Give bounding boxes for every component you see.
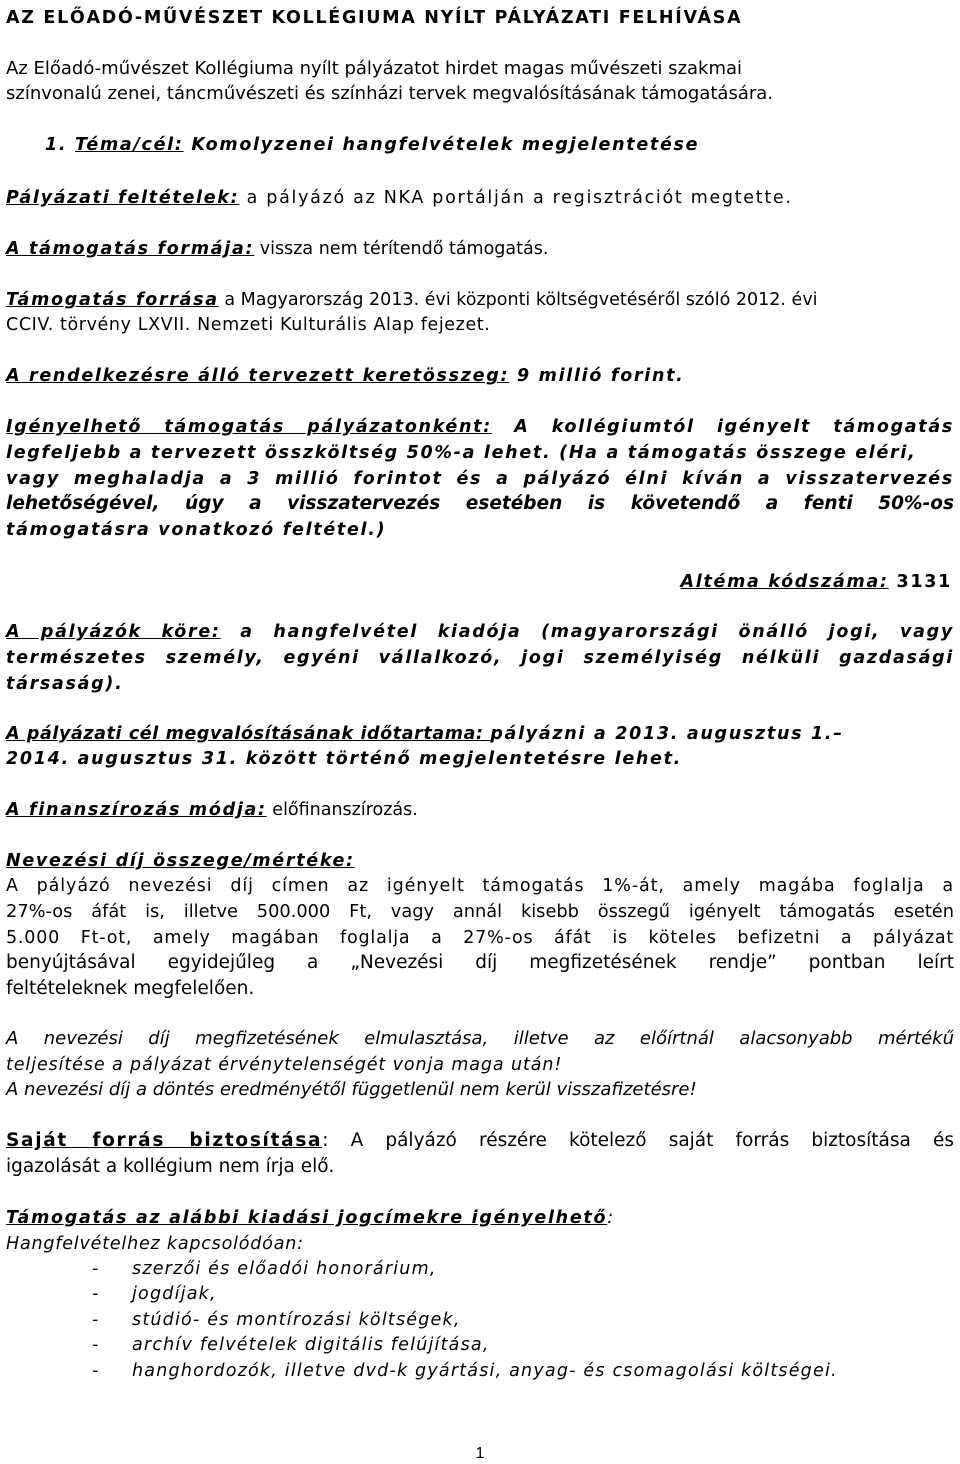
eligible-colon: : bbox=[607, 1208, 614, 1228]
fee-line-4: benyújtásával egyidejűleg a „Nevezési díj megfizetésének rendje” pontban leírt bbox=[6, 952, 954, 973]
eligible-heading bbox=[6, 1206, 613, 1230]
request-line-5: támogatásra vonatkozó feltétel.) bbox=[6, 520, 387, 540]
request-line-3: vagy meghaladja a 3 millió forintot és a pályázó élni kíván a visszatervezés bbox=[6, 469, 954, 489]
subtheme-code: 3131 bbox=[888, 572, 952, 592]
intro-line-2: színvonalú zenei, táncművészeti és színházi tervek megvalósításának támogatására. bbox=[6, 83, 774, 104]
budget-line bbox=[6, 364, 685, 388]
list-item-text: stúdió- és montírozási költségek, bbox=[132, 1310, 461, 1330]
source-line-1 bbox=[6, 288, 818, 312]
applicants-label: A pályázók köre: bbox=[6, 622, 221, 642]
own-funds-text-1: : A pályázó részére kötelező saját forrás biztosítása és bbox=[322, 1130, 954, 1151]
fee-line-2: 27%-os áfát is, illetve 500.000 Ft, vagy annál kisebb összegű igényelt támogatás esetén bbox=[6, 901, 954, 922]
list-item-text: archív felvételek digitális felújítása, bbox=[132, 1335, 490, 1355]
fee-line-1: A pályázó nevezési díj címen az igényelt támogatás 1%-át, amely magába foglalja a bbox=[6, 876, 954, 896]
list-dash: - bbox=[92, 1335, 100, 1355]
warning-line-1: A nevezési díj megfizetésének elmulasztása, illetve az előírtnál alacsonyabb mértékű bbox=[6, 1028, 954, 1049]
applicants-text: a hangfelvétel kiadója (magyarországi önálló jogi, vagy bbox=[220, 622, 954, 642]
applicants-line-2: természetes személy, egyéni vállalkozó, jogi személyiség nélküli gazdasági bbox=[6, 648, 954, 668]
financing-line bbox=[6, 798, 418, 822]
fee-line-3: 5.000 Ft-ot, amely magában foglalja a 27%-os áfát is köteles befizetni a pályázat bbox=[6, 928, 954, 948]
applicants-line-3: társaság). bbox=[6, 674, 124, 694]
budget-text: 9 millió forint. bbox=[509, 366, 685, 386]
fee-line-5: feltételeknek megfelelően. bbox=[6, 978, 255, 999]
list-dash: - bbox=[92, 1310, 100, 1330]
request-line-4: lehetőségével, úgy a visszatervezés esetében is követendő a fenti 50%-os bbox=[6, 493, 954, 514]
subtheme-line bbox=[681, 570, 952, 594]
request-line-2 bbox=[6, 441, 916, 465]
financing-text: előfinanszírozás. bbox=[266, 800, 418, 820]
request-label: Igényelhető támogatás pályázatonként: bbox=[6, 417, 492, 437]
budget-label: A rendelkezésre álló tervezett keretösszeg: bbox=[6, 366, 510, 386]
list-dash: - bbox=[92, 1361, 100, 1381]
own-funds-label: Saját forrás biztosítása bbox=[6, 1130, 323, 1151]
intro-line-1: Az Előadó-művészet Kollégiuma nyílt pályázatot hirdet magas művészeti szakmai bbox=[6, 58, 743, 79]
theme-text: Komolyzenei hangfelvételek megjelentetése bbox=[183, 135, 700, 155]
source-text: a Magyarország 2013. évi központi költségvetéséről szóló 2012. évi bbox=[218, 290, 818, 310]
financing-label: A finanszírozás módja: bbox=[6, 800, 267, 820]
request-text-2b: (Ha a támogatás összege eléri, bbox=[551, 443, 917, 463]
duration-label: A pályázati cél megvalósításának időtartama: bbox=[6, 724, 491, 744]
subtheme-label: Altéma kódszáma: bbox=[680, 572, 889, 592]
own-funds-line-2: igazolását a kollégium nem írja elő. bbox=[6, 1156, 335, 1177]
form-line bbox=[6, 237, 548, 261]
request-text-2a: legfeljebb a tervezett összköltség 50%-a lehet. bbox=[6, 443, 552, 463]
warning-line-2: teljesítése a pályázat érvénytelenségét vonja maga után! bbox=[6, 1055, 563, 1075]
fee-label: Nevezési díj összege/mértéke: bbox=[6, 851, 355, 871]
list-dash: - bbox=[92, 1259, 100, 1279]
theme-line bbox=[45, 133, 699, 157]
source-label: Támogatás forrása bbox=[6, 290, 219, 310]
list-dash: - bbox=[92, 1284, 100, 1304]
request-line-1 bbox=[6, 415, 954, 439]
conditions-line bbox=[6, 186, 793, 210]
source-line-2: CCIV. törvény LXVII. Nemzeti Kulturális Alap fejezet. bbox=[6, 315, 491, 335]
theme-label: Téma/cél: bbox=[75, 135, 184, 155]
applicants-line-1 bbox=[6, 620, 954, 644]
theme-number: 1. bbox=[45, 135, 68, 155]
eligible-label: Támogatás az alábbi kiadási jogcímekre igényelhető bbox=[6, 1208, 608, 1228]
form-label: A támogatás formája: bbox=[6, 239, 255, 259]
conditions-text: a pályázó az NKA portálján a regisztrációt megtette. bbox=[239, 188, 793, 208]
duration-line-1 bbox=[6, 722, 844, 746]
duration-text-1: pályázni a 2013. augusztus 1.– bbox=[490, 724, 844, 744]
list-item-text: jogdíjak, bbox=[132, 1284, 217, 1304]
duration-line-2: 2014. augusztus 31. között történő megjelentetésre lehet. bbox=[6, 749, 683, 769]
document-title: AZ ELŐADÓ-MŰVÉSZET KOLLÉGIUMA NYÍLT PÁLYÁZATI FELHÍVÁSA bbox=[6, 8, 743, 28]
eligible-intro: Hangfelvételhez kapcsolódóan: bbox=[6, 1234, 304, 1254]
list-item-text: szerzői és előadói honorárium, bbox=[132, 1259, 437, 1279]
warning-line-3: A nevezési díj a döntés eredményétől függetlenül nem kerül visszafizetésre! bbox=[6, 1079, 697, 1100]
page-number: 1 bbox=[475, 1445, 485, 1462]
form-text: vissza nem térítendő támogatás. bbox=[254, 239, 549, 259]
request-text-1: A kollégiumtól igényelt támogatás bbox=[491, 417, 954, 437]
list-item-text: hanghordozók, illetve dvd-k gyártási, anyag- és csomagolási költségei. bbox=[132, 1361, 838, 1381]
conditions-label: Pályázati feltételek: bbox=[6, 188, 240, 208]
own-funds-line-1 bbox=[6, 1129, 954, 1153]
